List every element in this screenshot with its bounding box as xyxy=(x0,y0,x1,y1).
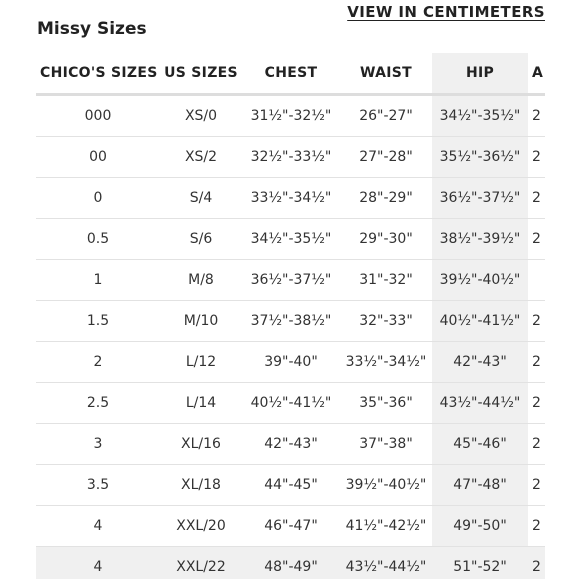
hip-cell: 39½"-40½" xyxy=(432,260,528,301)
table-row xyxy=(36,506,545,547)
us-size-cell: S/6 xyxy=(160,219,242,260)
chicos-size-cell: 1.5 xyxy=(36,301,160,342)
table-row xyxy=(36,547,545,579)
chest-cell: 39"-40" xyxy=(242,342,340,383)
us-size-cell: XS/0 xyxy=(160,95,242,137)
chicos-size-cell: 4 xyxy=(36,547,160,579)
arm-cell: 2 xyxy=(528,178,545,219)
chicos-size-cell: 0.5 xyxy=(36,219,160,260)
hip-cell: 42"-43" xyxy=(432,342,528,383)
table-row xyxy=(36,342,545,383)
us-size-cell: M/8 xyxy=(160,260,242,301)
hip-cell: 35½"-36½" xyxy=(432,137,528,178)
waist-cell: 27"-28" xyxy=(340,137,432,178)
hip-cell: 40½"-41½" xyxy=(432,301,528,342)
table-row xyxy=(36,383,545,424)
header-chest: CHEST xyxy=(242,53,340,95)
chicos-size-cell: 3 xyxy=(36,424,160,465)
hip-cell: 43½"-44½" xyxy=(432,383,528,424)
us-size-cell: M/10 xyxy=(160,301,242,342)
table-row xyxy=(36,424,545,465)
table-row xyxy=(36,260,545,301)
hip-cell: 49"-50" xyxy=(432,506,528,547)
chicos-size-cell: 0 xyxy=(36,178,160,219)
arm-cell: 2 xyxy=(528,383,545,424)
chicos-size-cell: 2.5 xyxy=(36,383,160,424)
waist-cell: 32"-33" xyxy=(340,301,432,342)
arm-cell xyxy=(528,260,545,301)
arm-cell: 2 xyxy=(528,506,545,547)
chest-cell: 34½"-35½" xyxy=(242,219,340,260)
header-arm: A xyxy=(528,53,545,95)
header-waist: WAIST xyxy=(340,53,432,95)
waist-cell: 28"-29" xyxy=(340,178,432,219)
hip-cell: 38½"-39½" xyxy=(432,219,528,260)
view-in-centimeters-link[interactable]: VIEW IN CENTIMETERS xyxy=(347,3,545,21)
us-size-cell: S/4 xyxy=(160,178,242,219)
us-size-cell: XXL/20 xyxy=(160,506,242,547)
chicos-size-cell: 4 xyxy=(36,506,160,547)
chest-cell: 44"-45" xyxy=(242,465,340,506)
us-size-cell: XL/16 xyxy=(160,424,242,465)
waist-cell: 39½"-40½" xyxy=(340,465,432,506)
table-row xyxy=(36,465,545,506)
header-chicos-sizes: CHICO'S SIZES xyxy=(36,53,160,95)
chicos-size-cell: 00 xyxy=(36,137,160,178)
chicos-size-cell: 3.5 xyxy=(36,465,160,506)
chest-cell: 42"-43" xyxy=(242,424,340,465)
arm-cell: 2 xyxy=(528,465,545,506)
table-row xyxy=(36,178,545,219)
chest-cell: 33½"-34½" xyxy=(242,178,340,219)
chest-cell: 32½"-33½" xyxy=(242,137,340,178)
table-header-row xyxy=(36,53,545,95)
table-row xyxy=(36,301,545,342)
arm-cell: 2 xyxy=(528,342,545,383)
header-us-sizes: US SIZES xyxy=(160,53,242,95)
size-table xyxy=(36,53,545,579)
waist-cell: 29"-30" xyxy=(340,219,432,260)
us-size-cell: XXL/22 xyxy=(160,547,242,579)
chest-cell: 48"-49" xyxy=(242,547,340,579)
hip-cell: 51"-52" xyxy=(432,547,528,579)
chest-cell: 36½"-37½" xyxy=(242,260,340,301)
arm-cell: 2 xyxy=(528,95,545,137)
chest-cell: 31½"-32½" xyxy=(242,95,340,137)
header-hip[interactable]: HIP xyxy=(432,53,528,95)
us-size-cell: XS/2 xyxy=(160,137,242,178)
section-title: Missy Sizes xyxy=(37,19,147,39)
us-size-cell: L/12 xyxy=(160,342,242,383)
arm-cell: 2 xyxy=(528,424,545,465)
arm-cell: 2 xyxy=(528,301,545,342)
size-table-container[interactable] xyxy=(36,53,545,579)
waist-cell: 37"-38" xyxy=(340,424,432,465)
hip-cell: 36½"-37½" xyxy=(432,178,528,219)
waist-cell: 31"-32" xyxy=(340,260,432,301)
waist-cell: 33½"-34½" xyxy=(340,342,432,383)
us-size-cell: L/14 xyxy=(160,383,242,424)
arm-cell: 2 xyxy=(528,219,545,260)
chicos-size-cell: 000 xyxy=(36,95,160,137)
table-row xyxy=(36,95,545,137)
hip-cell: 34½"-35½" xyxy=(432,95,528,137)
chest-cell: 40½"-41½" xyxy=(242,383,340,424)
waist-cell: 43½"-44½" xyxy=(340,547,432,579)
chicos-size-cell: 1 xyxy=(36,260,160,301)
waist-cell: 26"-27" xyxy=(340,95,432,137)
table-row xyxy=(36,137,545,178)
hip-cell: 45"-46" xyxy=(432,424,528,465)
chest-cell: 37½"-38½" xyxy=(242,301,340,342)
us-size-cell: XL/18 xyxy=(160,465,242,506)
waist-cell: 41½"-42½" xyxy=(340,506,432,547)
arm-cell: 2 xyxy=(528,137,545,178)
hip-cell: 47"-48" xyxy=(432,465,528,506)
arm-cell: 2 xyxy=(528,547,545,579)
chicos-size-cell: 2 xyxy=(36,342,160,383)
chest-cell: 46"-47" xyxy=(242,506,340,547)
waist-cell: 35"-36" xyxy=(340,383,432,424)
table-row xyxy=(36,219,545,260)
